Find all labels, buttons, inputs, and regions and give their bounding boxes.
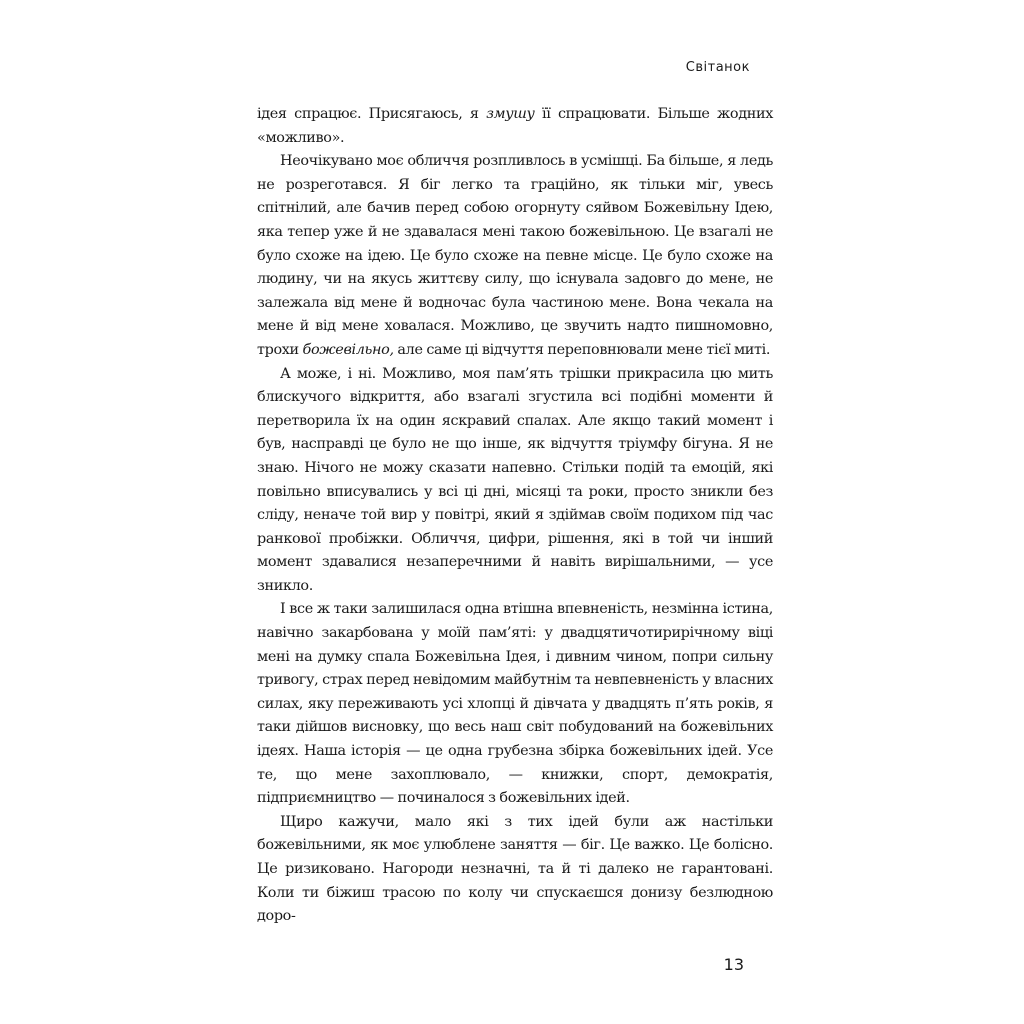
paragraph-3: А може, і ні. Можливо, моя пам’ять трішки прикрасила цю мить блискучого відкриття, або взагалі згустила всі подібні моменти й перетворила їх на один яскравий спалах. Але якщо такий момент і був, насправді це було не що інше, як відчуття тріумфу бігуна. Я не знаю. Нічого не можу сказати напевно. Стільки подій та емоцій, які повільно вписувались у всі ці дні, місяці та роки, просто зникли без сліду, неначе той вир у повітрі, який я здіймав своїм подихом під час ранкової пробіжки. Обличчя, цифри, рішення, які в той чи інший момент здавалися незаперечними й навіть вирішальними, — усе зникло. xyxy=(257,365,773,594)
paragraph-1-italic: змушу xyxy=(486,106,535,122)
paragraph-1-text-c: її спрацювати. Більше жодних «можливо». xyxy=(257,106,773,146)
paragraph-1-text-a: ідея спрацює. Присягаюсь, я xyxy=(257,106,487,122)
paragraph-2 xyxy=(257,150,773,362)
paragraph-2-text-a: Неочікувано моє обличчя розпливлось в усмішці. Ба більше, я ледь не розреготався. Я біг легко та граційно, як тільки міг, увесь спітнілий, але бачив перед собою огорнуту сяйвом Божевільну Ідею, яка тепер уже й не здавалася мені такою божевільною. Це взагалі не було схоже на ідею. Це було схоже на певне місце. Це було схоже на людину, чи на якусь життєву силу, що існувала задовго до мене, не залежала від мене й водночас була частиною мене. Вона чекала на мене й від мене ховалася. Можливо, це звучить надто пишномовно, трохи xyxy=(257,153,773,358)
body-text xyxy=(257,103,773,929)
page-number: 13 xyxy=(723,955,744,974)
paragraph-2-italic: божевільно, xyxy=(302,341,394,358)
paragraph-4: І все ж таки залишилася одна втішна впевненість, незмінна істина, навічно закарбована у моїй пам’яті: у двадцятичотирирічному віці мені на думку спала Божевільна Ідея, і дивним чином, попри сильну тривогу, страх перед невідомим майбутнім та невпевненість у власних силах, яку переживають усі хлопці й дівчата у двадцять п’ять років, я таки дійшов висновку, що весь наш світ побудований на божевільних ідеях. Наша історія — це одна грубезна збірка божевільних ідей. Усе те, що мене захоплювало, — книжки, спорт, демократія, підприємництво — починалося з божевільних ідей. xyxy=(257,601,773,807)
paragraph-1 xyxy=(257,103,773,150)
running-header-title: Світанок xyxy=(685,60,750,75)
paragraph-5: Щиро кажучи, мало які з тих ідей були аж настільки божевільними, як моє улюблене заняття — біг. Це важко. Це болісно. Це ризиковано. Нагороди незначні, та й ті далеко не гарантовані. Коли ти біжиш трасою по колу чи спускаєшся донизу безлюдною доро- xyxy=(257,813,773,925)
paragraph-2-text-c: але саме ці відчуття переповнювали мене тієї миті. xyxy=(393,341,771,358)
